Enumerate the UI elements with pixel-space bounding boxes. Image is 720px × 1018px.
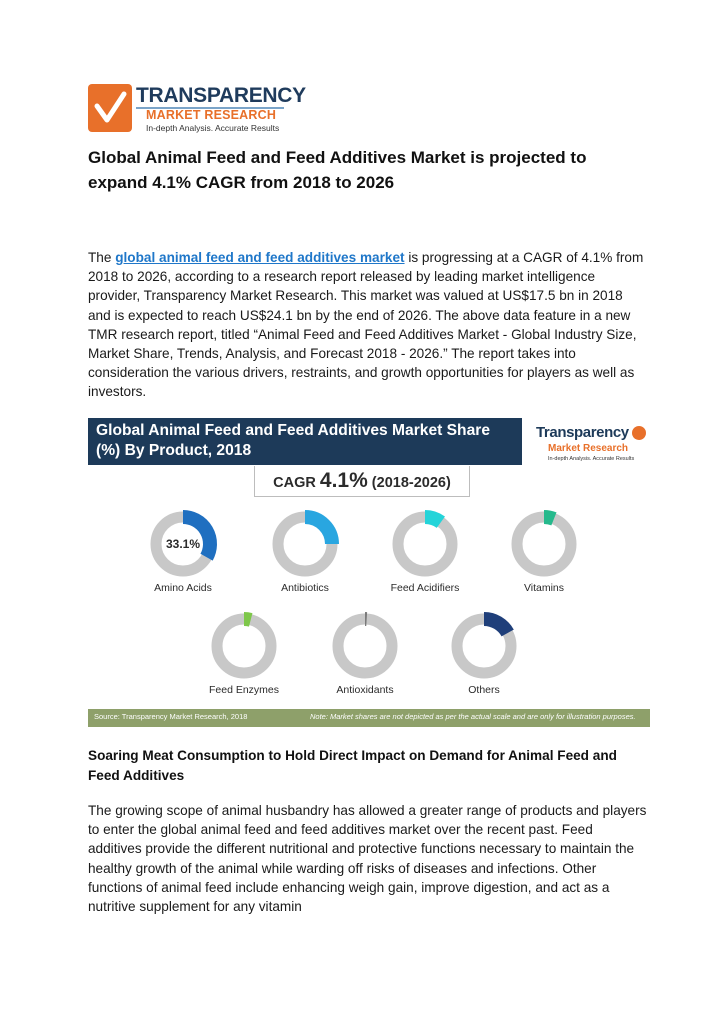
- donut-antibiotics: [278, 517, 332, 594]
- donut-category-label: Feed Enzymes: [208, 684, 280, 696]
- donut-segment: [425, 517, 441, 522]
- donut-segment: [484, 619, 508, 633]
- donut-category-label: Vitamins: [523, 582, 565, 594]
- donut-chart: [88, 418, 650, 709]
- donut-feed-acidifiers: [391, 517, 460, 594]
- company-logo: [88, 84, 306, 136]
- intro-text-before: The: [88, 250, 116, 265]
- donut-category-label: Amino Acids: [154, 582, 212, 594]
- market-link[interactable]: global animal feed and feed additives market: [115, 250, 405, 265]
- donut-ring: [398, 517, 452, 571]
- donut-ring: [217, 619, 271, 673]
- cagr-period: (2018-2026): [367, 475, 451, 491]
- donut-ring: [338, 619, 392, 673]
- market-share-infographic: [88, 418, 650, 727]
- donut-segment: [305, 517, 332, 544]
- section-paragraph: The growing scope of animal husbandry has allowed a greater range of products and players to enter the global animal feed and feed additives market over the recent past. Feed additives provide the different nutritional and protective functions necessary to maintain the healthy growth of the animal while warding off risks of diseases and infections. Other functions of animal feed include enhancing weigh gain, improve digestion, and act as a nutritive supplement for any vitamin: [88, 803, 647, 915]
- donut-vitamins: [517, 517, 571, 594]
- donut-category-label: Antibiotics: [281, 582, 329, 594]
- logo-tagline: In-depth Analysis. Accurate Results: [146, 123, 280, 133]
- cagr-prefix: CAGR: [273, 475, 320, 491]
- donut-value-label: 33.1%: [165, 537, 201, 551]
- donut-segment: [544, 517, 554, 519]
- donut-category-label: Feed Acidifiers: [390, 582, 460, 594]
- infographic-title: Global Animal Feed and Feed Additives Market Share (%) By Product, 2018: [96, 422, 490, 459]
- logo-mark-icon: [88, 84, 132, 132]
- donut-antioxidants: [336, 619, 393, 696]
- intro-text-after: is progressing at a CAGR of 4.1% from 2018 to 2026, according to a research report released by leading market intelligence provider, Transparency Market Research. This market was valued at US$17.5 bn in 2018 and is expected to reach US$24.1 bn by the end of 2026. The above data feature in a new TMR research report, titled “Animal Feed and Feed Additives Market - Global Industry Size, Market Share, Trends, Analysis, and Forecast 2018 - 2026.” The report takes into consideration the various drivers, restraints, and growth opportunities for players as well as investors.: [88, 250, 644, 400]
- donut-segment: [244, 619, 251, 620]
- logo-subname: MARKET RESEARCH: [146, 108, 277, 122]
- logo-name: TRANSPARENCY: [136, 84, 306, 107]
- donut-category-label: Antioxidants: [336, 684, 394, 696]
- infographic-logo-name: Transparency: [536, 424, 629, 441]
- scale-note: Note: Market shares are not depicted as per the actual scale and are only for illustration purposes.: [310, 712, 636, 721]
- article-title: Global Animal Feed and Feed Additives Market is projected to expand 4.1% CAGR from 2018 to 2026: [88, 148, 587, 192]
- infographic-footer: [88, 709, 650, 727]
- cagr-value: 4.1%: [319, 469, 368, 492]
- section-heading: Soaring Meat Consumption to Hold Direct Impact on Demand for Animal Feed and Feed Additives: [88, 748, 617, 783]
- infographic-logo-sub: Market Research: [548, 443, 629, 454]
- donut-amino-acids: [154, 517, 212, 594]
- source-note: Source: Transparency Market Research, 2018: [94, 712, 248, 721]
- donut-others: [457, 619, 511, 696]
- infographic-logo-tagline: In-depth Analysis. Accurate Results: [548, 456, 635, 462]
- intro-paragraph: [88, 248, 648, 402]
- donut-feed-enzymes: [209, 619, 279, 696]
- donut-category-label: Others: [468, 684, 500, 696]
- donut-ring: [517, 517, 571, 571]
